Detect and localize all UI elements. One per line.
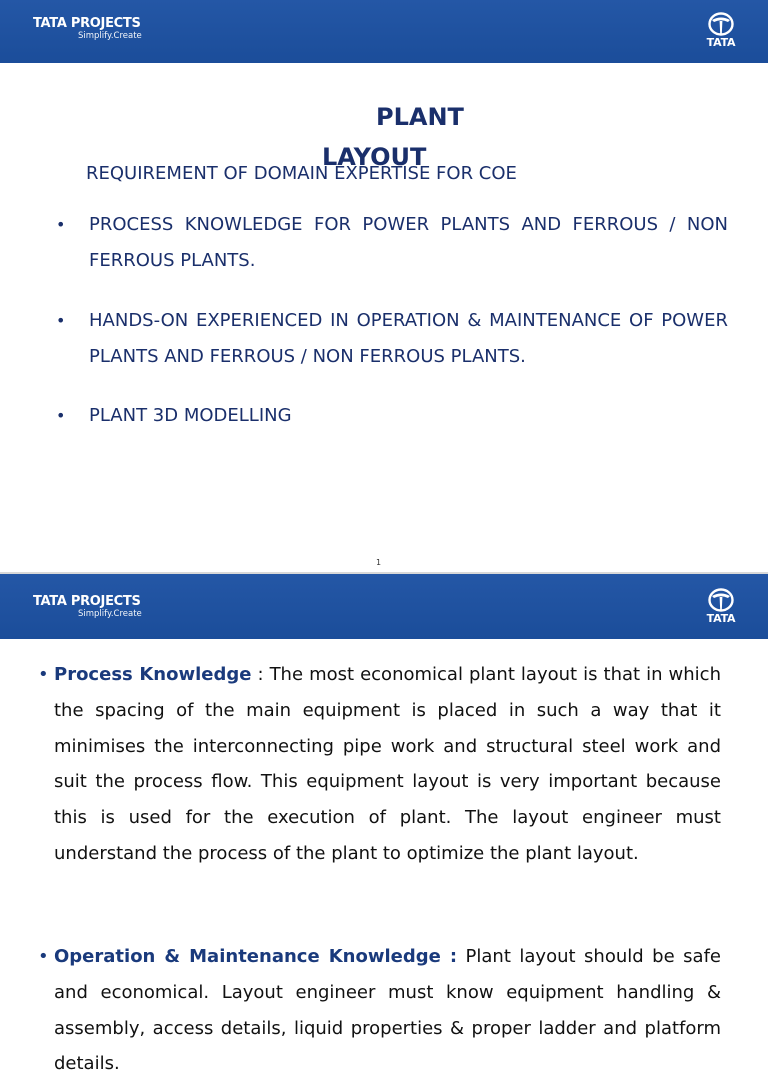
brand-name: TATA PROJECTS xyxy=(33,594,141,609)
paragraph-separator: : xyxy=(251,664,270,685)
tata-projects-brand xyxy=(33,594,142,619)
bullet-icon: • xyxy=(56,215,66,234)
title-line-1: PLANT xyxy=(376,103,464,131)
bullet-item xyxy=(56,207,728,279)
paragraph-separator xyxy=(457,946,466,967)
brand-name: TATA PROJECTS xyxy=(33,16,141,31)
paragraph-process-knowledge xyxy=(38,657,721,872)
slide-header xyxy=(0,574,768,639)
slide-2 xyxy=(0,574,768,1075)
tata-logo xyxy=(706,588,736,625)
slide-header xyxy=(0,0,768,63)
paragraph-body xyxy=(54,657,721,872)
bullet-icon: • xyxy=(38,664,49,685)
slide-subtitle: REQUIREMENT OF DOMAIN EXPERTISE FOR COE xyxy=(86,163,517,184)
bullet-item xyxy=(56,398,728,434)
tata-logo-icon xyxy=(708,588,734,612)
paragraph-text: The most economical plant layout is that in which the spacing of the main equipment is placed in such a way that it minimises the interconnecting pipe work and structural steel work and suit the process flow. This equipment layout is very important because this is used for the execution of plant. The layout engineer must understand the process of the plant to optimize the plant layout. xyxy=(54,664,721,864)
paragraph-operation-maintenance xyxy=(38,939,721,1082)
page-number: 1 xyxy=(376,558,382,567)
paragraph-body xyxy=(54,939,721,1082)
brand-tagline: Simplify.Create xyxy=(78,31,142,41)
bullet-icon: • xyxy=(56,311,66,330)
bullet-item xyxy=(56,303,728,375)
title-line-2: LAYOUT xyxy=(322,143,427,171)
tata-logo xyxy=(706,12,736,49)
paragraph-text: Plant layout should be safe and economical. Layout engineer must know equipment handling & assembly, access details, liquid properties & proper ladder and platform details. xyxy=(54,946,721,1075)
bullet-text: PLANT 3D MODELLING xyxy=(89,405,292,426)
tata-projects-brand xyxy=(33,16,142,41)
brand-tagline: Simplify.Create xyxy=(78,609,142,619)
bullet-text: PROCESS KNOWLEDGE FOR POWER PLANTS AND FERROUS / NON FERROUS PLANTS. xyxy=(89,214,728,271)
tata-logo-word: TATA xyxy=(706,612,736,625)
bullet-icon: • xyxy=(38,946,49,967)
tata-logo-word: TATA xyxy=(706,36,736,49)
tata-logo-icon xyxy=(708,12,734,36)
paragraph-heading: Operation & Maintenance Knowledge : xyxy=(54,946,458,967)
paragraph-heading: Process Knowledge xyxy=(54,664,252,685)
bullet-icon: • xyxy=(56,406,66,425)
bullet-text: HANDS-ON EXPERIENCED IN OPERATION & MAINTENANCE OF POWER PLANTS AND FERROUS / NON FERROUS PLANTS. xyxy=(89,310,728,367)
